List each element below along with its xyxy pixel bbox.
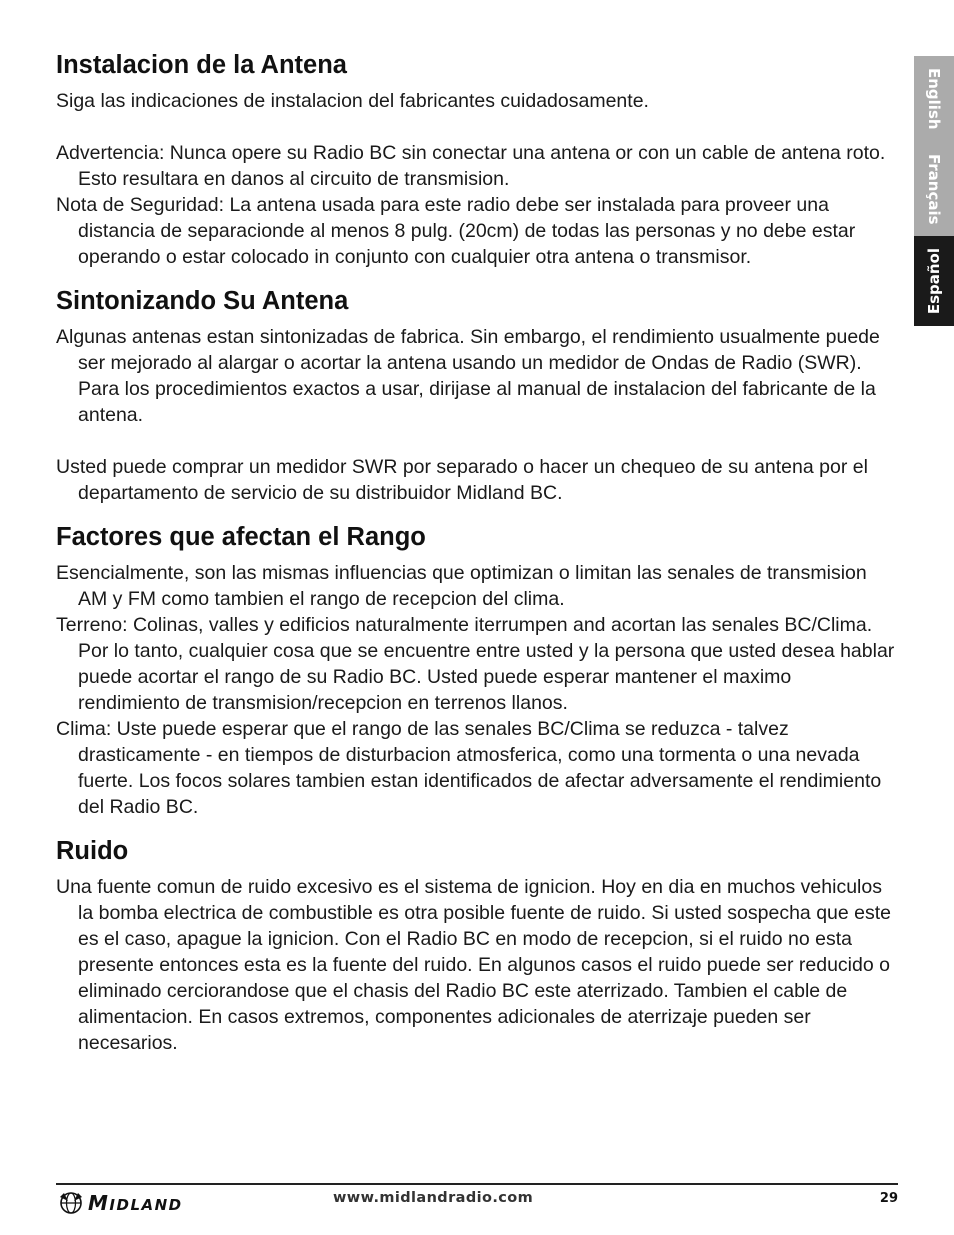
globe-bird-icon (58, 1190, 84, 1216)
paragraph: Una fuente comun de ruido excesivo es el sistema de ignicion. Hoy en dia en muchos vehiculos la bomba electrica de combustible es otra posible fuente de ruido. Si usted sospecha que este es el caso, apague la ignicion. Con el Radio BC en modo de recepcion, si el ruido no esta presente entonces esta es la fuente del ruido. En algunos casos el ruido puede ser reducido o eliminado cerciorandose que el chasis del Radio BC este aterrizado. Tambien el cable de alimentacion. En casos extremos, componentes adicionales de aterrizaje pueden ser necesarios. (56, 876, 892, 1054)
page-number: 29 (879, 1191, 898, 1206)
paragraph-safety-note: Nota de Seguridad: La antena usada para este radio debe ser instalada para proveer una distancia de separacionde al menos 8 pulg. (20cm) de todas las personas y no debe estar operando o estar colocado in conjunto con cualquier otra antena o transmisor. (56, 194, 856, 268)
section-title: Factores que afectan el Rango (56, 523, 426, 551)
paragraph: Usted puede comprar un medidor SWR por separado o hacer un chequeo de su antena por el departamento de servicio de su distribuidor Midland BC. (56, 456, 868, 504)
midland-logo (58, 1190, 183, 1216)
section-title: Sintonizando Su Antena (56, 287, 349, 315)
paragraph: Esencialmente, son las mismas influencias que optimizan o limitan las senales de transmision AM y FM como tambien el rango de recepcion del clima. (56, 562, 867, 610)
section-noise (56, 834, 898, 1056)
paragraph-weather: Clima: Uste puede esperar que el rango de las senales BC/Clima se reduzca - talvez drasticamente - en tiempos de disturbacion atmosferica, como una tormenta o una nevada fuerte. Los focos solares tambien estan identificados de afectar adversamente el rendimiento del Radio BC. (56, 718, 882, 818)
section-title: Ruido (56, 837, 129, 865)
language-tabs (914, 56, 954, 326)
paragraph-warning: Advertencia: Nunca opere su Radio BC sin conectar una antena or con un cable de antena roto. Esto resultara en danos al circuito de transmision. (56, 142, 886, 190)
tab-francais[interactable] (914, 142, 954, 236)
paragraph: Algunas antenas estan sintonizadas de fabrica. Sin embargo, el rendimiento usualmente puede ser mejorado al alargar o acortar la antena usando un medidor de Ondas de Radio (SWR). Para los procedimientos exactos a usar, dirijase al manual de instalacion del fabricante de la antena. (56, 326, 880, 426)
website-url[interactable]: www.midlandradio.com (333, 1190, 534, 1206)
section-range-factors (56, 520, 898, 820)
tab-francais-label: Français (925, 153, 943, 225)
tab-espanol[interactable] (914, 236, 954, 326)
footer-divider (56, 1183, 898, 1185)
page-content (56, 48, 898, 1070)
section-title: Instalacion de la Antena (56, 51, 347, 79)
tab-english[interactable] (914, 56, 954, 142)
tab-english-label: English (925, 68, 943, 130)
logo-text: IDLAND (109, 1196, 183, 1214)
section-antenna-installation (56, 48, 898, 270)
paragraph: Siga las indicaciones de instalacion del fabricantes cuidadosamente. (56, 90, 649, 112)
paragraph-terrain: Terreno: Colinas, valles y edificios naturalmente iterrumpen and acortan las senales BC/Clima. Por lo tanto, cualquier cosa que se encuentre entre usted y la persona que usted desea hablar puede acortar el rango de su Radio BC. Usted puede esperar mantener el maximo rendimiento de transmision/recepcion en terrenos llanos. (56, 614, 895, 714)
section-antenna-tuning (56, 284, 898, 506)
tab-espanol-label: Español (925, 247, 943, 315)
logo-initial: M (88, 1191, 110, 1215)
